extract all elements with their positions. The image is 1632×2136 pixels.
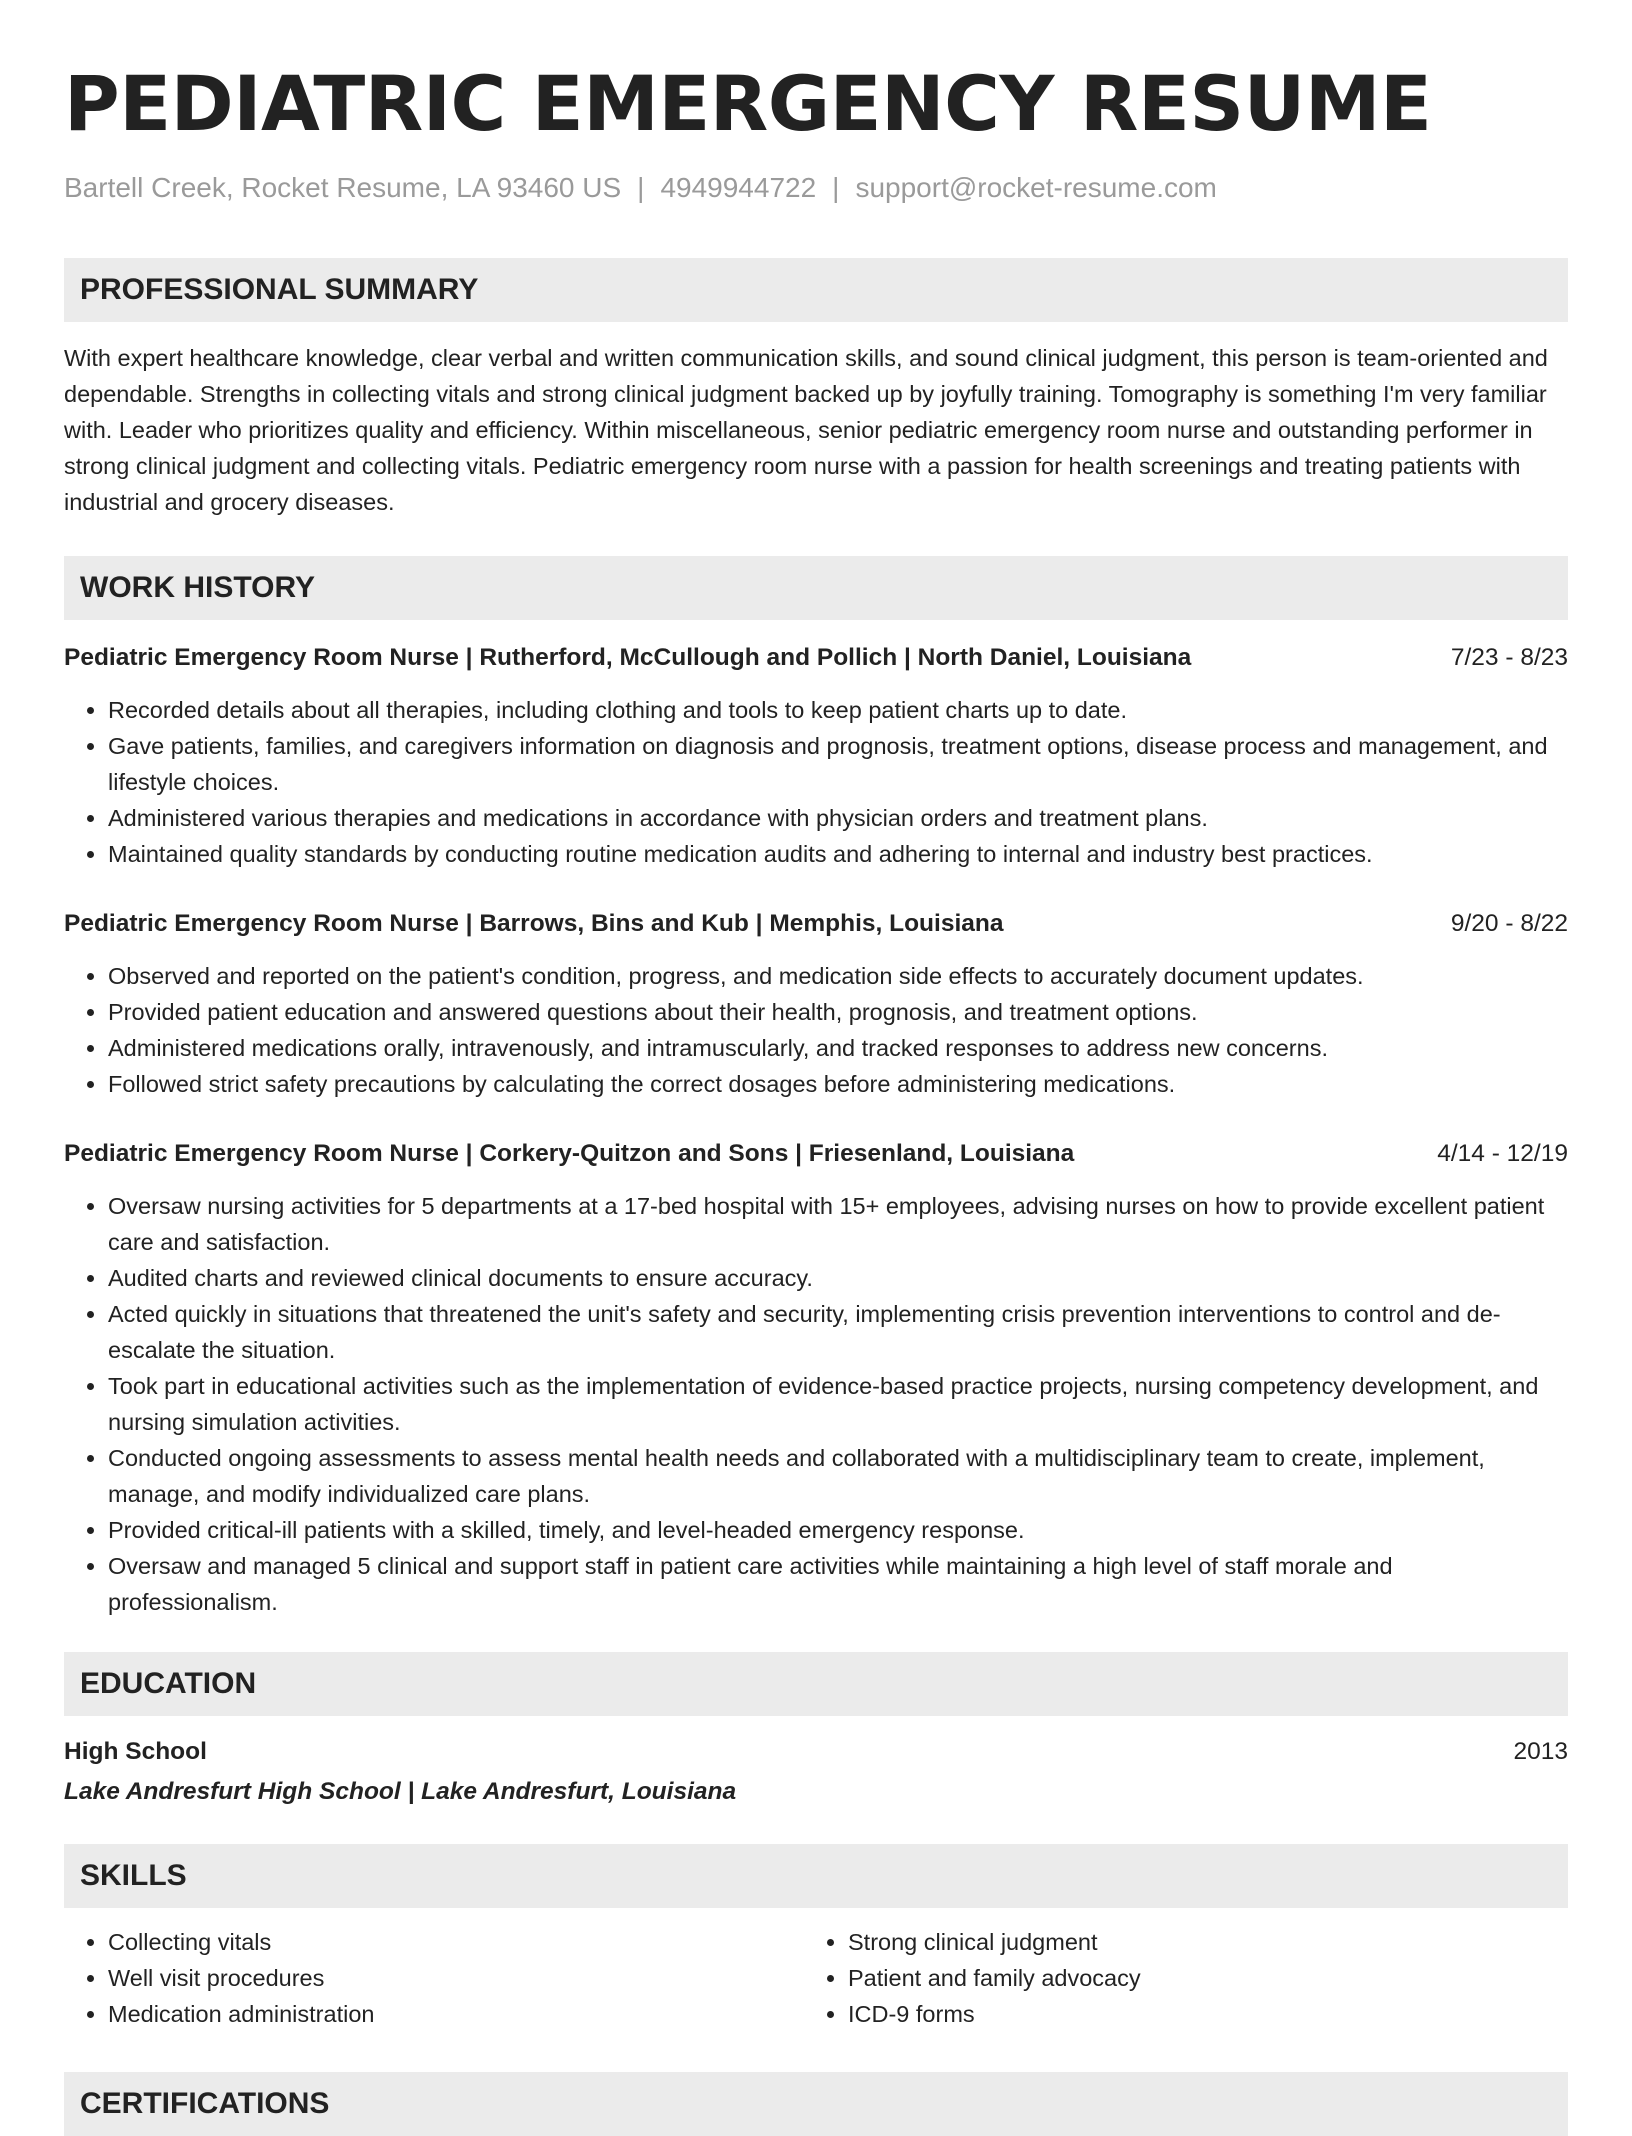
contact-separator: | [637, 172, 645, 203]
job-bullets [64, 1188, 1568, 1620]
job-bullet: • Oversaw nursing activities for 5 departments at a 17-bed hospital with 15+ employees, advising nurses on how to provide excellent patient care and satisfaction. [108, 1188, 1568, 1260]
job-bullet: • Audited charts and reviewed clinical documents to ensure accuracy. [108, 1260, 1568, 1296]
job-dates: 4/14 - 12/19 [1437, 1140, 1568, 1167]
skill-item: • Medication administration [108, 1996, 804, 2032]
skills-list [64, 1924, 1568, 2032]
education-school: Lake Andresfurt High School | Lake Andresfurt, Louisiana [64, 1778, 737, 1805]
contact-address: Bartell Creek, Rocket Resume, LA 93460 US [64, 172, 622, 203]
section-header-work-history: WORK HISTORY [64, 556, 1568, 620]
education-year: 2013 [1513, 1738, 1568, 1765]
job-title: Pediatric Emergency Room Nurse | Barrows, Bins and Kub | Memphis, Louisiana [64, 910, 1004, 937]
education-entry [64, 1734, 1568, 1810]
job-bullet: • Provided patient education and answered questions about their health, prognosis, and treatment options. [108, 994, 1568, 1030]
job-bullet: • Oversaw and managed 5 clinical and support staff in patient care activities while maintaining a high level of staff morale and professionalism. [108, 1548, 1568, 1620]
job-bullet: • Provided critical-ill patients with a skilled, timely, and level-headed emergency response. [108, 1512, 1568, 1548]
contact-phone: 4949944722 [660, 172, 817, 203]
job-bullets [64, 692, 1568, 872]
job-header [64, 640, 1568, 676]
job-bullets [64, 958, 1568, 1102]
contact-email: support@rocket-resume.com [855, 172, 1217, 203]
section-header-education: EDUCATION [64, 1652, 1568, 1716]
job-bullet: • Recorded details about all therapies, including clothing and tools to keep patient charts up to date. [108, 692, 1568, 728]
education-degree: High School [64, 1738, 207, 1765]
job-bullet: • Administered medications orally, intravenously, and intramuscularly, and tracked responses to address new concerns. [108, 1030, 1568, 1066]
job-dates: 7/23 - 8/23 [1450, 644, 1568, 671]
job-bullet: • Maintained quality standards by conducting routine medication audits and adhering to internal and industry best practices. [108, 836, 1568, 872]
skill-item: • Strong clinical judgment [848, 1924, 1544, 1960]
job-title: Pediatric Emergency Room Nurse | Corkery-Quitzon and Sons | Friesenland, Louisiana [64, 1140, 1075, 1167]
job-header [64, 906, 1568, 942]
skills-column-left [64, 1924, 804, 2032]
summary-text: With expert healthcare knowledge, clear verbal and written communication skills, and sound clinical judgment, this person is team-oriented and dependable. Strengths in collecting vitals and strong clinical judgment backed up by joyfully training. Tomography is something I'm very familiar with. Leader who prioritizes quality and efficiency. Within miscellaneous, senior pediatric emergency room nurse and outstanding performer in strong clinical judgment and collecting vitals. Pediatric emergency room nurse with a passion for health screenings and treating patients with industrial and grocery diseases. [64, 345, 1548, 515]
job-dates: 9/20 - 8/22 [1450, 910, 1568, 937]
job-bullet: • Administered various therapies and medications in accordance with physician orders and treatment plans. [108, 800, 1568, 836]
job-bullet: • Conducted ongoing assessments to assess mental health needs and collaborated with a multidisciplinary team to create, implement, manage, and modify individualized care plans. [108, 1440, 1568, 1512]
section-header-certifications: CERTIFICATIONS [64, 2072, 1568, 2136]
skill-item: • Patient and family advocacy [848, 1960, 1544, 1996]
job-title: Pediatric Emergency Room Nurse | Rutherford, McCullough and Pollich | North Daniel, Louisiana [64, 644, 1192, 671]
resume-title: PEDIATRIC EMERGENCY RESUME [64, 59, 1432, 148]
job-header [64, 1136, 1568, 1172]
skills-column-right [804, 1924, 1544, 2032]
skill-item: • Well visit procedures [108, 1960, 804, 1996]
job-bullet: • Acted quickly in situations that threatened the unit's safety and security, implementing crisis prevention interventions to control and de-escalate the situation. [108, 1296, 1568, 1368]
education-header [64, 1734, 1568, 1770]
section-header-skills: SKILLS [64, 1844, 1568, 1908]
job-bullet: • Took part in educational activities such as the implementation of evidence-based practice projects, nursing competency development, and nursing simulation activities. [108, 1368, 1568, 1440]
contact-separator: | [832, 172, 840, 203]
job-bullet: • Observed and reported on the patient's condition, progress, and medication side effects to accurately document updates. [108, 958, 1568, 994]
job-entry [64, 640, 1568, 872]
job-bullet: • Followed strict safety precautions by calculating the correct dosages before administering medications. [108, 1066, 1568, 1102]
job-entry [64, 1136, 1568, 1620]
section-header-summary: PROFESSIONAL SUMMARY [64, 258, 1568, 322]
skill-item: • ICD-9 forms [848, 1996, 1544, 2032]
job-bullet: • Gave patients, families, and caregivers information on diagnosis and prognosis, treatment options, disease process and management, and lifestyle choices. [108, 728, 1568, 800]
skill-item: • Collecting vitals [108, 1924, 804, 1960]
contact-line [64, 170, 1568, 206]
job-entry [64, 906, 1568, 1102]
